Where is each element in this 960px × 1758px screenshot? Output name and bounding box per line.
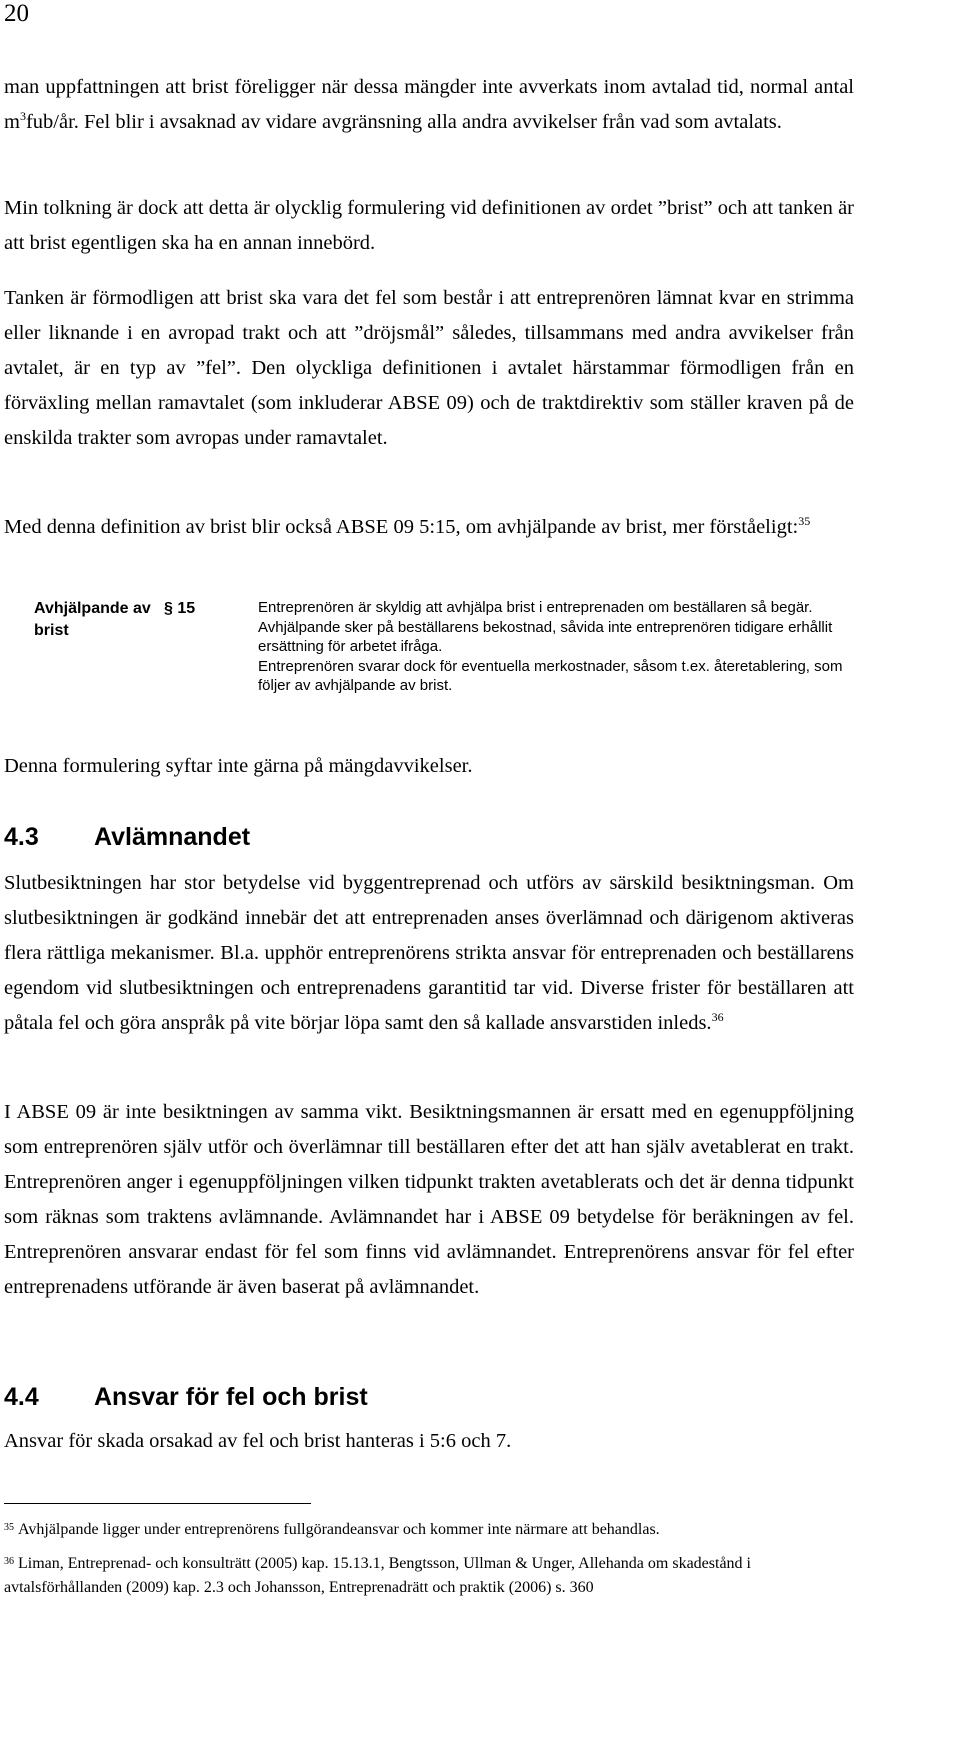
footnote-ref-35: 35 xyxy=(798,514,811,528)
footnote-35-text: Avhjälpande ligger under entreprenörens fullgörandeansvar och kommer inte närmare att behandlas. xyxy=(18,1521,660,1538)
paragraph-1-text-a: man uppfattningen att brist föreligger när dessa mängder inte avverkats inom avtalad tid, normal antal m xyxy=(4,76,854,133)
paragraph-1 xyxy=(4,70,854,140)
heading-4-4-title: Ansvar för fel och brist xyxy=(94,1383,368,1411)
paragraph-4 xyxy=(4,510,854,545)
paragraph-6 xyxy=(4,866,854,1041)
paragraph-5: Denna formulering syftar inte gärna på mängdavvikelser. xyxy=(4,755,473,777)
footnote-35 xyxy=(4,1518,854,1542)
paragraph-7: I ABSE 09 är inte besiktningen av samma vikt. Besiktningsmannen är ersatt med en egenuppföljning som entreprenören själv utför och överlämnar till beställaren efter det att han själv avetablerat en trakt. Entreprenören anger i egenuppföljningen vilken tidpunkt trakten avetablerats och det är denna tidpunkt som räknas som traktens avlämnande. Avlämnandet har i ABSE 09 betydelse för beräkningen av fel. Entreprenören ansvarar endast för fel som finns vid avlämnandet. Entreprenörens ansvar för fel efter entreprenadens utförande är även baserat på avlämnandet. xyxy=(4,1101,854,1298)
footnote-35-number: 35 xyxy=(4,1522,14,1533)
quote-line-1: Entreprenören är skyldig att avhjälpa brist i entreprenaden om beställaren så begär. Avhjälpande sker på beställarens bekostnad, såvida inte entreprenören tidigare erhållit ersättning för arbetet ifråga. xyxy=(258,599,833,655)
paragraph-4-text: Med denna definition av brist blir också ABSE 09 5:15, om avhjälpande av brist, mer förståeligt: xyxy=(4,516,799,538)
heading-4-3 xyxy=(4,823,250,852)
footnote-36-number: 36 xyxy=(4,1556,14,1567)
heading-4-4 xyxy=(4,1383,368,1412)
heading-4-4-number: 4.4 xyxy=(4,1383,39,1411)
paragraph-1-text-b: fub/år. Fel blir i avsaknad av vidare avgränsning alla andra avvikelser från vad som avtalats. xyxy=(25,111,782,133)
quote-line-2: Entreprenören svarar dock för eventuella merkostnader, såsom t.ex. återetablering, som följer av avhjälpande av brist. xyxy=(258,657,843,694)
quote-section: § 15 xyxy=(164,600,196,617)
paragraph-6-text: Slutbesiktningen har stor betydelse vid byggentreprenad och utförs av särskild besiktningsman. Om slutbesiktningen är godkänd innebär det att entreprenaden anses överlämnad och därigenom aktiveras flera rättliga mekanismer. Bl.a. upphör entreprenörens strikta ansvar för entreprenaden och beställarens egendom vid slutbesiktningen och entreprenadens garantitid tar vid. Diverse frister för beställaren att påtala fel och göra anspråk på vite börjar löpa samt den så kallade ansvarstiden inleds. xyxy=(4,872,854,1034)
footnote-36 xyxy=(4,1552,854,1600)
paragraph-8: Ansvar för skada orsakad av fel och brist hanteras i 5:6 och 7. xyxy=(4,1430,512,1452)
page-number: 20 xyxy=(4,0,29,27)
footnote-ref-36: 36 xyxy=(711,1010,724,1024)
paragraph-3: Tanken är förmodligen att brist ska vara det fel som består i att entreprenören lämnat kvar en strimma eller liknande i en avropad trakt och att ”dröjsmål” således, tillsammans med andra avvikelser från avtalet, är en typ av ”fel”. Den olyckliga definitionen i avtalet härstammar förmodligen från en förväxling mellan ramavtalet (som inkluderar ABSE 09) och de traktdirektiv som ställer kraven på de enskilda trakter som avropas under ramavtalet. xyxy=(4,287,854,449)
heading-4-3-number: 4.3 xyxy=(4,823,39,851)
superscript-3: 3 xyxy=(19,109,26,123)
quote-term: Avhjälpande av brist xyxy=(34,600,151,639)
paragraph-2: Min tolkning är dock att detta är olycklig formulering vid definitionen av ordet ”brist” och att tanken är att brist egentligen ska ha en annan innebörd. xyxy=(4,197,854,254)
footnote-divider xyxy=(4,1503,311,1504)
footnote-36-text: Liman, Entreprenad- och konsulträtt (2005) kap. 15.13.1, Bengtsson, Ullman & Unger, Allehanda om skadestånd i avtalsförhållanden (2009) kap. 2.3 och Johansson, Entreprenadrätt och praktik (2006) s. 360 xyxy=(4,1555,751,1596)
heading-4-3-title: Avlämnandet xyxy=(94,823,251,851)
quote-text xyxy=(258,598,858,696)
